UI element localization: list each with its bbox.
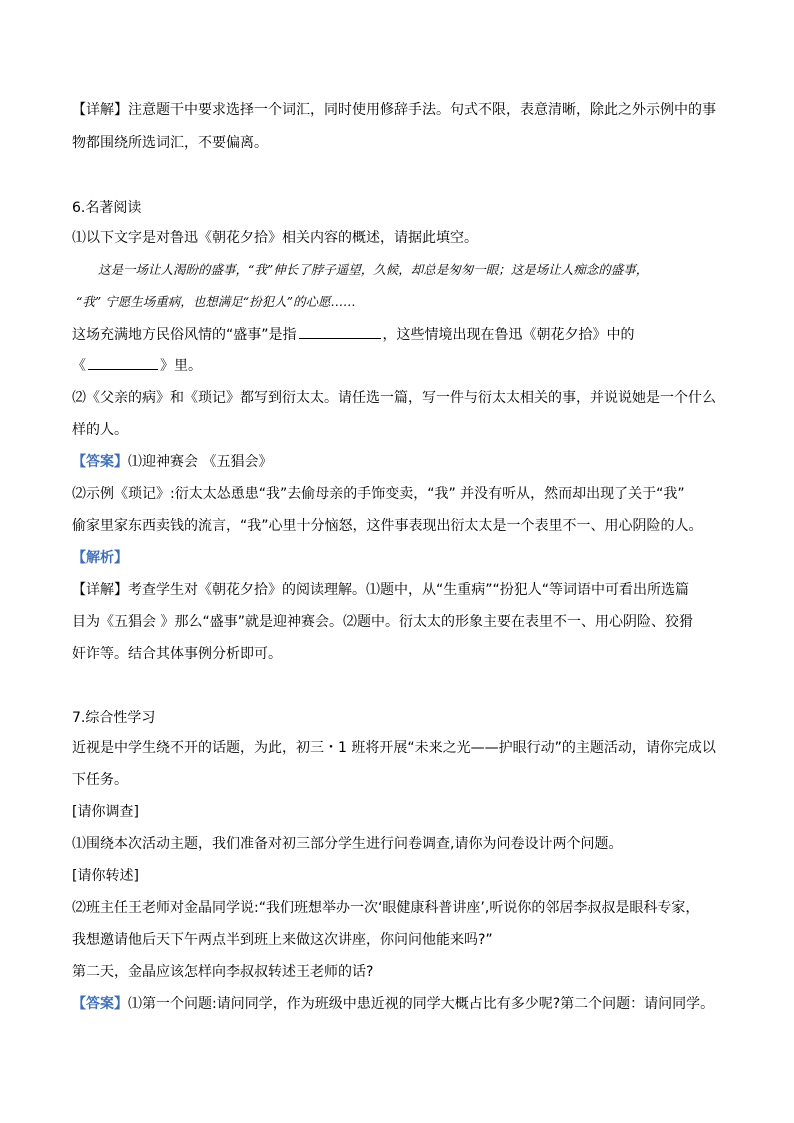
q6-answer-line: 【答案】⑴迎神赛会 《五猖会》 (72, 454, 273, 470)
q7-question: ⑴围绕本次活动主题，我们准备对初三部分学生进行问卷调查,请你为问卷设计两个问题。 (72, 836, 623, 852)
question-6-title: 6.名著阅读 (72, 200, 142, 216)
q7-section-heading: [请你调查] (72, 804, 139, 820)
fill-blank[interactable] (88, 355, 158, 370)
q6-fill-line-2: 《 》里。 (72, 355, 202, 376)
analysis-tag: 【解析】 (72, 550, 128, 566)
q7-section-heading: [请你转述] (72, 868, 139, 884)
q6-quote-line: “我” 宁愿生场重病，也想满足“扮犯人”的心愿…… (76, 294, 356, 309)
fill-blank[interactable] (299, 324, 381, 339)
detail-tag: 【详解】 (72, 582, 128, 598)
q6-answer-line: ⑵示例《琐记》:衍太太怂恿患“我”去偷母亲的手饰变卖，“我” 并没有听从，然而却出现了关于“我” (72, 486, 685, 502)
question-7-title: 7.综合性学习 (72, 710, 156, 726)
q7-question: 第二天，金晶应该怎样向李叔叔转述王老师的话? (72, 964, 374, 980)
detail-line: 【详解】注意题干中要求选择一个词汇，同时使用修辞手法。句式不限，表意清晰，除此之外示例中的事 (72, 102, 716, 118)
q6-fill-line-1: 这场充满地方民俗风情的“盛事”是指 ，这些情境出现在鲁迅《朝花夕拾》中的 (72, 324, 635, 345)
q6-answer-line: 偷家里家东西卖钱的流言，“我”心里十分恼怒，这件事表现出衍太太是一个表里不一、用心阴险的人。 (72, 518, 703, 534)
q7-intro: 近视是中学生绕不开的话题，为此，初三・1 班将开展“未来之光——护眼行动”的主题活动，请你完成以 (72, 740, 716, 756)
q6-sub2: 样的人。 (72, 422, 128, 438)
q7-question: 我想邀请他后天下午两点半到班上来做这次讲座，你问问他能来吗?” (72, 932, 493, 948)
q6-detail-line: 【详解】考查学生对《朝花夕拾》的阅读理解。⑴题中，从“生重病”“扮犯人“等词语中可看出所选篇 (72, 582, 690, 598)
q6-quote-line: 这是一场让人渴盼的盛事，“我”伸长了脖子遥望，久候，却总是匆匆一眼；这是场让人痴念的盛事， (98, 262, 649, 277)
q6-detail-line: 奸诈等。结合其体事例分析即可。 (72, 646, 282, 662)
q6-sub2: ⑵《父亲的病》和《琐记》都写到衍太太。请任选一篇，写一件与衍太太相关的事，并说说她是一个什么 (72, 390, 716, 406)
detail-line: 物都围绕所选词汇，不要偏离。 (72, 135, 268, 151)
q7-intro: 下任务。 (72, 772, 128, 788)
q6-detail-line: 目为《五猖会 》那么“盛事”就是迎神赛会。⑵题中。衍太太的形象主要在表里不一、用心阴险、狡猾 (72, 614, 693, 630)
q7-question: ⑵班主任王老师对金晶同学说:“我们班想举办一次‘眼健康科普讲座’,听说你的邻居李叔叔是眼科专家， (72, 900, 700, 916)
answer-tag: 【答案】 (72, 454, 128, 470)
q6-sub1: ⑴以下文字是对鲁迅《朝花夕拾》相关内容的概述，请据此填空。 (72, 230, 478, 246)
q7-answer-line: 【答案】⑴第一个问题:请问同学，作为班级中患近视的同学大概占比有多少呢?第二个问题：请问同学。 (72, 996, 715, 1012)
detail-tag: 【详解】 (72, 102, 128, 118)
answer-tag: 【答案】 (72, 996, 128, 1012)
